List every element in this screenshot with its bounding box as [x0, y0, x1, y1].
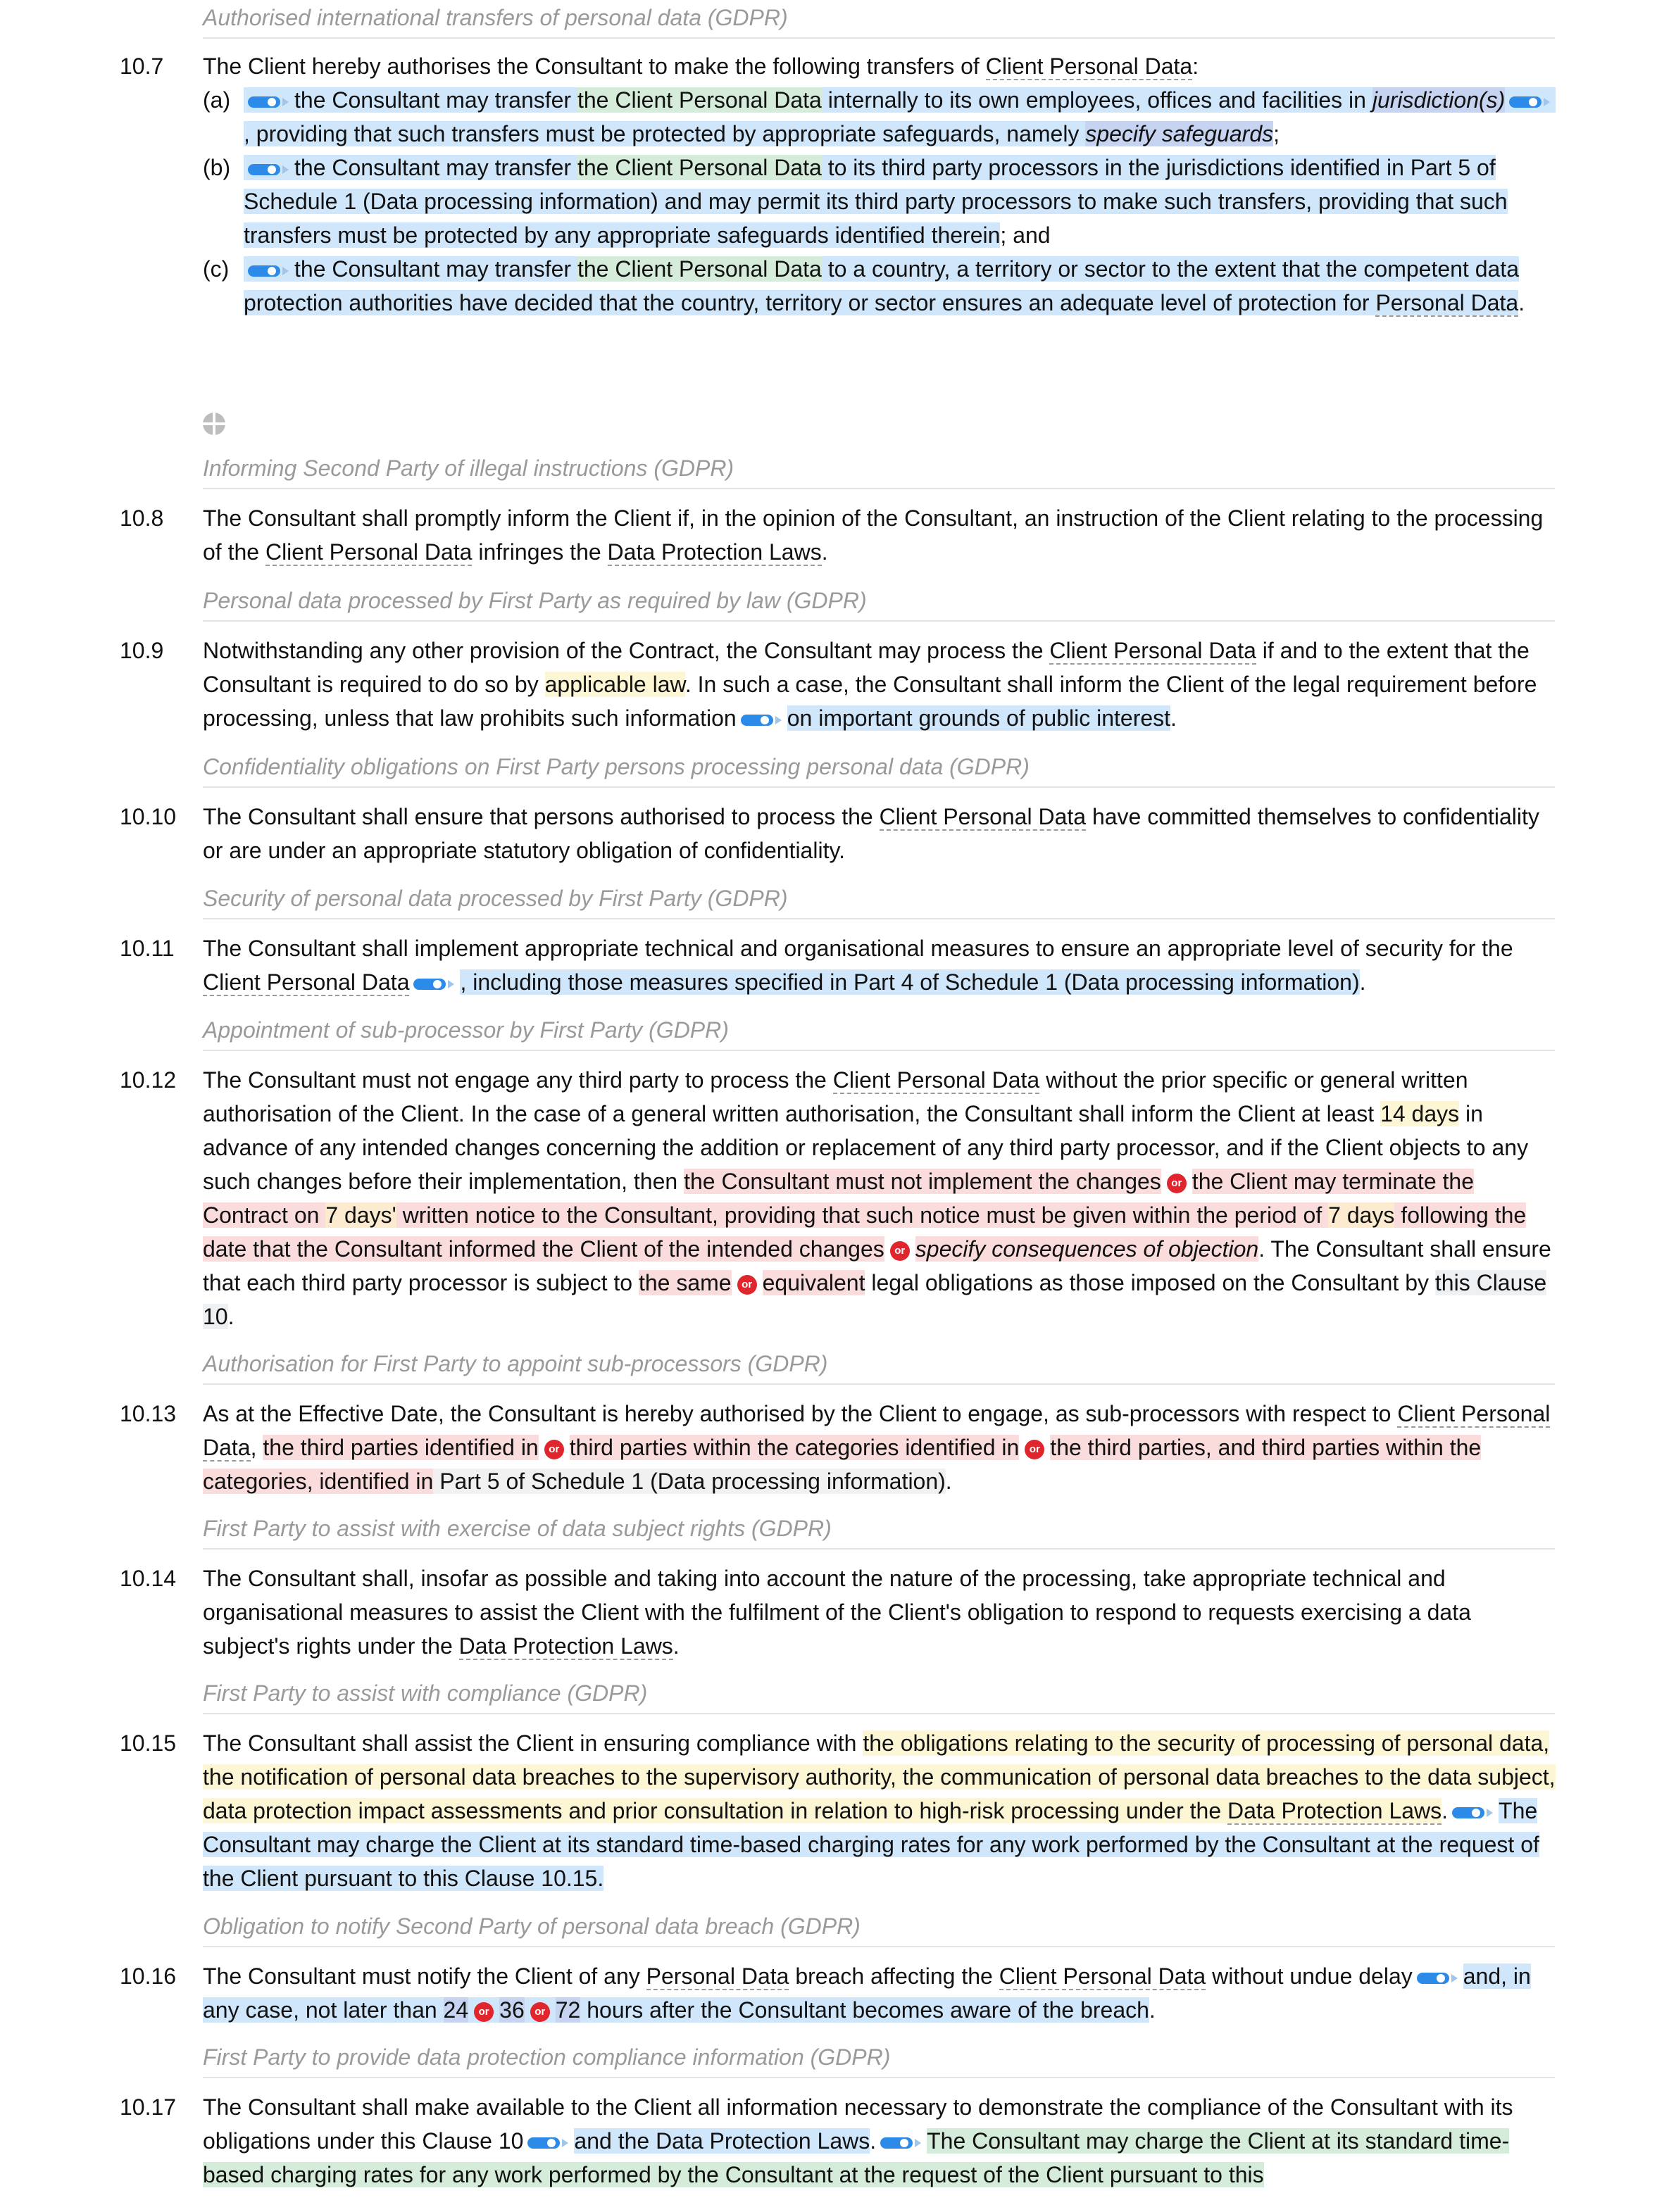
- clause-text: ; and: [1000, 222, 1051, 248]
- optional-text[interactable]: , including those measures specified in Part 4 of Schedule 1 (Data processing information): [460, 969, 1360, 995]
- heading-informing-second-party: Informing Second Party of illegal instructions (GDPR): [203, 453, 1555, 489]
- clause-text: ,: [250, 1435, 263, 1460]
- option-text[interactable]: the Consultant must not implement the changes: [684, 1169, 1161, 1194]
- option-text[interactable]: the Client Personal Data: [577, 87, 822, 113]
- clause-text: breach affecting the: [789, 1963, 999, 1989]
- clause-text: The Consultant shall assist the Client in ensuring compliance with: [203, 1730, 863, 1756]
- clause-10-16: [120, 1959, 1556, 2027]
- defined-term-client-personal-data[interactable]: Client Personal Data: [985, 54, 1193, 79]
- option-36[interactable]: 36: [499, 1997, 525, 2023]
- clause-text: .: [227, 1304, 234, 1329]
- clause-text: . In such a case, the Consultant shall inform the Client of the legal requirement before processing, unless that law prohibits such information: [203, 672, 1537, 731]
- toggle-switch-icon[interactable]: [527, 2135, 570, 2151]
- defined-term-data-protection-laws[interactable]: Data Protection Laws: [607, 539, 822, 565]
- heading-authorised-international-transfers: Authorised international transfers of personal data (GDPR): [203, 2, 1555, 39]
- clause-text: to a country, a territory or sector to the extent that the competent data protection authorities have decided that the country, territory or sector ensures an adequate level of protection for: [244, 256, 1519, 315]
- option-text[interactable]: the Client Personal Data: [577, 256, 822, 282]
- clause-text: The Client hereby authorises the Consultant to make the following transfers of: [203, 54, 986, 79]
- defined-term-client-personal-data[interactable]: Client Personal Data: [879, 804, 1087, 829]
- clause-number: 10.8: [120, 505, 164, 531]
- or-alternative-badge[interactable]: or: [1025, 1440, 1044, 1459]
- optional-text[interactable]: on important grounds of public interest: [787, 705, 1171, 731]
- defined-term-client-personal-data[interactable]: Client Personal Data: [203, 969, 410, 995]
- clause-text: The Consultant shall ensure that persons authorised to process the: [203, 804, 880, 829]
- toggle-switch-icon[interactable]: [880, 2135, 923, 2151]
- option-text: the obligations relating to the security of processing of personal data, the notification of personal data breaches to the supervisory authority, the communication of personal data breaches to the data subject, data protection impact assessments and prior consultation in relation to high-risk processing under the: [203, 1730, 1556, 1823]
- option-text[interactable]: third parties within the categories identified in: [569, 1435, 1020, 1460]
- heading-security-of-personal-data: Security of personal data processed by First Party (GDPR): [203, 883, 1555, 919]
- option-24[interactable]: 24: [443, 1997, 469, 2023]
- option-text[interactable]: the third parties, and third parties within the categories, identified in: [203, 1435, 1482, 1494]
- subclause-label: (c): [203, 256, 230, 282]
- clause-text: to its third party processors in the jurisdictions identified in Part 5 of Schedule 1 (Data processing information) and may permit its third party processors to make such transfers, providing that such transfers must be protected by any appropriate safeguards identified therein: [244, 155, 1508, 248]
- placeholder-specify-safeguards[interactable]: specify safeguards: [1085, 121, 1274, 146]
- clause-text: .: [1518, 290, 1525, 315]
- clause-10-8: [120, 501, 1556, 569]
- clause-text: .: [1149, 1997, 1156, 2023]
- option-text[interactable]: 14 days: [1380, 1101, 1460, 1126]
- clause-text: .: [821, 539, 828, 565]
- option-text[interactable]: equivalent: [762, 1270, 865, 1295]
- heading-authorisation-sub-processors: Authorisation for First Party to appoint sub-processors (GDPR): [203, 1348, 1555, 1385]
- clause-text: ;: [1273, 121, 1280, 146]
- defined-term-personal-data[interactable]: Personal Data: [1375, 290, 1519, 315]
- toggle-switch-icon[interactable]: [1509, 94, 1551, 110]
- option-72[interactable]: 72: [555, 1997, 581, 2023]
- subclause-b: [203, 151, 1556, 252]
- clause-text: The Consultant must not engage any third party to process the: [203, 1067, 833, 1093]
- subclause-label: (b): [203, 155, 231, 180]
- clause-text: the Consultant may transfer: [294, 87, 577, 113]
- cross-reference[interactable]: Part 5 of Schedule 1 (Data processing information): [433, 1469, 946, 1494]
- clause-10-12: [120, 1063, 1556, 1333]
- option-text: written notice to the Consultant, providing that such notice must be given within the period of: [396, 1202, 1329, 1228]
- clause-text: .: [1170, 705, 1177, 731]
- clause-text: The Consultant shall promptly inform the Client if, in the opinion of the Consultant, an instruction of the Client relating to the processing of the: [203, 505, 1544, 565]
- defined-term-client-personal-data[interactable]: Client Personal Data: [999, 1963, 1206, 1989]
- subclause-a: [203, 83, 1556, 151]
- heading-compliance-information: First Party to provide data protection compliance information (GDPR): [203, 2042, 1555, 2078]
- clause-10-15: [120, 1726, 1556, 1895]
- clause-text: if and to the extent that the Consultant is required to do so by: [203, 638, 1530, 697]
- move-handle-icon[interactable]: [201, 411, 227, 436]
- option-text[interactable]: applicable law: [544, 672, 685, 697]
- clause-text: The Consultant must notify the Client of any: [203, 1963, 646, 1989]
- clause-10-10: [120, 800, 1556, 867]
- heading-assist-data-subject-rights: First Party to assist with exercise of data subject rights (GDPR): [203, 1513, 1555, 1550]
- or-alternative-badge[interactable]: or: [737, 1275, 757, 1295]
- clause-text: have committed themselves to confidentiality or are under an appropriate statutory obligation of confidentiality.: [203, 804, 1539, 863]
- clause-text: in advance of any intended changes concerning the addition or replacement of any third party processor, and if the Client objects to any such changes before their implementation, then: [203, 1101, 1529, 1194]
- clause-number: 10.10: [120, 804, 177, 829]
- defined-term-client-personal-data[interactable]: Client Personal Data: [1049, 638, 1256, 663]
- placeholder-specify-consequences[interactable]: specify consequences of objection: [915, 1236, 1259, 1262]
- defined-term-client-personal-data[interactable]: Client Personal Data: [203, 1401, 1551, 1460]
- clause-text: without the prior specific or general written authorisation of the Client. In the case of a general written authorisation, the Consultant shall inform the Client at least: [203, 1067, 1468, 1126]
- defined-term-data-protection-laws[interactable]: Data Protection Laws: [458, 1633, 673, 1659]
- clause-text: .: [673, 1633, 680, 1659]
- or-alternative-badge[interactable]: or: [544, 1440, 564, 1459]
- toggle-switch-icon[interactable]: [248, 263, 290, 279]
- clause-10-7: [120, 49, 1556, 320]
- option-text[interactable]: the Client Personal Data: [577, 155, 822, 180]
- subclause-c: [203, 252, 1556, 320]
- cross-reference[interactable]: this Clause 10: [203, 1270, 1547, 1329]
- clause-number: 10.11: [120, 936, 175, 961]
- clause-text: As at the Effective Date, the Consultant is hereby authorised by the Client to engage, as sub-processors with respect to: [203, 1401, 1398, 1426]
- toggle-switch-icon[interactable]: [248, 162, 290, 177]
- toggle-switch-icon[interactable]: [248, 94, 290, 110]
- option-text[interactable]: 7 days': [325, 1202, 396, 1228]
- toggle-switch-icon[interactable]: [741, 712, 783, 728]
- or-alternative-badge[interactable]: or: [474, 2002, 494, 2022]
- clause-10-14: [120, 1561, 1556, 1663]
- subclause-label: (a): [203, 87, 231, 113]
- clause-10-13: [120, 1397, 1556, 1498]
- heading-assist-with-compliance: First Party to assist with compliance (GDPR): [203, 1678, 1555, 1714]
- option-text: the Client may terminate the Contract on: [203, 1169, 1474, 1228]
- option-text[interactable]: 7 days: [1328, 1202, 1395, 1228]
- clause-number: 10.13: [120, 1401, 177, 1426]
- clause-10-9: [120, 634, 1556, 735]
- clause-text: the Consultant may transfer: [294, 256, 577, 282]
- option-text[interactable]: the same: [638, 1270, 732, 1295]
- defined-term-data-protection-laws[interactable]: Data Protection Laws: [1227, 1798, 1442, 1823]
- clause-text: .: [1359, 969, 1366, 995]
- clause-text: Notwithstanding any other provision of the Contract, the Consultant may process the: [203, 638, 1050, 663]
- or-alternative-badge[interactable]: or: [530, 2002, 550, 2022]
- defined-term-client-personal-data[interactable]: Client Personal Data: [832, 1067, 1040, 1093]
- placeholder-jurisdictions[interactable]: jurisdiction(s): [1372, 87, 1506, 113]
- clause-number: 10.9: [120, 638, 164, 663]
- clause-number: 10.16: [120, 1963, 177, 1989]
- clause-text: the Consultant may transfer: [294, 155, 577, 180]
- heading-appointment-of-sub-processor: Appointment of sub-processor by First Party (GDPR): [203, 1014, 1555, 1051]
- clause-number: 10.17: [120, 2094, 177, 2120]
- toggle-switch-icon[interactable]: [413, 976, 456, 992]
- clause-number: 10.15: [120, 1730, 177, 1756]
- clause-number: 10.7: [120, 54, 164, 79]
- heading-confidentiality-obligations: Confidentiality obligations on First Party persons processing personal data (GDPR): [203, 751, 1555, 788]
- clause-text: .: [1442, 1798, 1449, 1823]
- clause-text: , providing that such transfers must be protected by appropriate safeguards, namely: [244, 121, 1086, 146]
- toggle-switch-icon[interactable]: [1452, 1805, 1494, 1821]
- defined-term-client-personal-data[interactable]: Client Personal Data: [265, 539, 473, 565]
- optional-text[interactable]: The Consultant may charge the Client at its standard time-based charging rates for any work performed by the Consultant at the request of the Client pursuant to this: [203, 2128, 1510, 2187]
- defined-term-personal-data[interactable]: Personal Data: [646, 1963, 789, 1989]
- option-text: hours after the Consultant becomes aware of the breach: [580, 1997, 1149, 2023]
- clause-text: without undue delay: [1206, 1963, 1413, 1989]
- clause-text: The Consultant shall, insofar as possible and taking into account the nature of the processing, take appropriate technical and organisational measures to assist the Client with the fulfilment of the Client's obligation to respond to requests exercising a data subject's rights under the: [203, 1566, 1471, 1659]
- clause-number: 10.14: [120, 1566, 177, 1591]
- heading-personal-data-required-by-law: Personal data processed by First Party as required by law (GDPR): [203, 585, 1555, 622]
- clause-text: infringes the: [472, 539, 608, 565]
- optional-text[interactable]: and the Data Protection Laws: [574, 2128, 870, 2154]
- option-text[interactable]: the third parties identified in: [263, 1435, 539, 1460]
- optional-text[interactable]: The Consultant may charge the Client at its standard time-based charging rates for any work performed by the Consultant at the request of the Client pursuant to this Clause 10.15.: [203, 1798, 1539, 1891]
- clause-text: legal obligations as those imposed on the Consultant by: [865, 1270, 1435, 1295]
- clause-text: . The Consultant shall ensure that each third party processor is subject to: [203, 1236, 1551, 1295]
- clause-10-17: [120, 2090, 1556, 2192]
- clause-10-11: [120, 931, 1556, 999]
- clause-text: :: [1192, 54, 1199, 79]
- option-text: and, in any case, not later than: [203, 1963, 1531, 2023]
- toggle-switch-icon[interactable]: [1417, 1971, 1459, 1986]
- clause-number: 10.12: [120, 1067, 177, 1093]
- clause-text: .: [945, 1469, 952, 1494]
- clause-text: .: [870, 2128, 877, 2154]
- clause-text: internally to its own employees, offices and facilities in: [821, 87, 1372, 113]
- clause-text: The Consultant shall make available to the Client all information necessary to demonstrate the compliance of the Consultant with its obligations under this Clause 10: [203, 2094, 1513, 2154]
- or-alternative-badge[interactable]: or: [890, 1241, 910, 1261]
- or-alternative-badge[interactable]: or: [1167, 1174, 1187, 1193]
- heading-notify-personal-data-breach: Obligation to notify Second Party of personal data breach (GDPR): [203, 1911, 1555, 1947]
- clause-text: The Consultant shall implement appropriate technical and organisational measures to ensure an appropriate level of security for the: [203, 936, 1513, 961]
- option-text: following the date that the Consultant informed the Client of the intended changes: [203, 1202, 1527, 1262]
